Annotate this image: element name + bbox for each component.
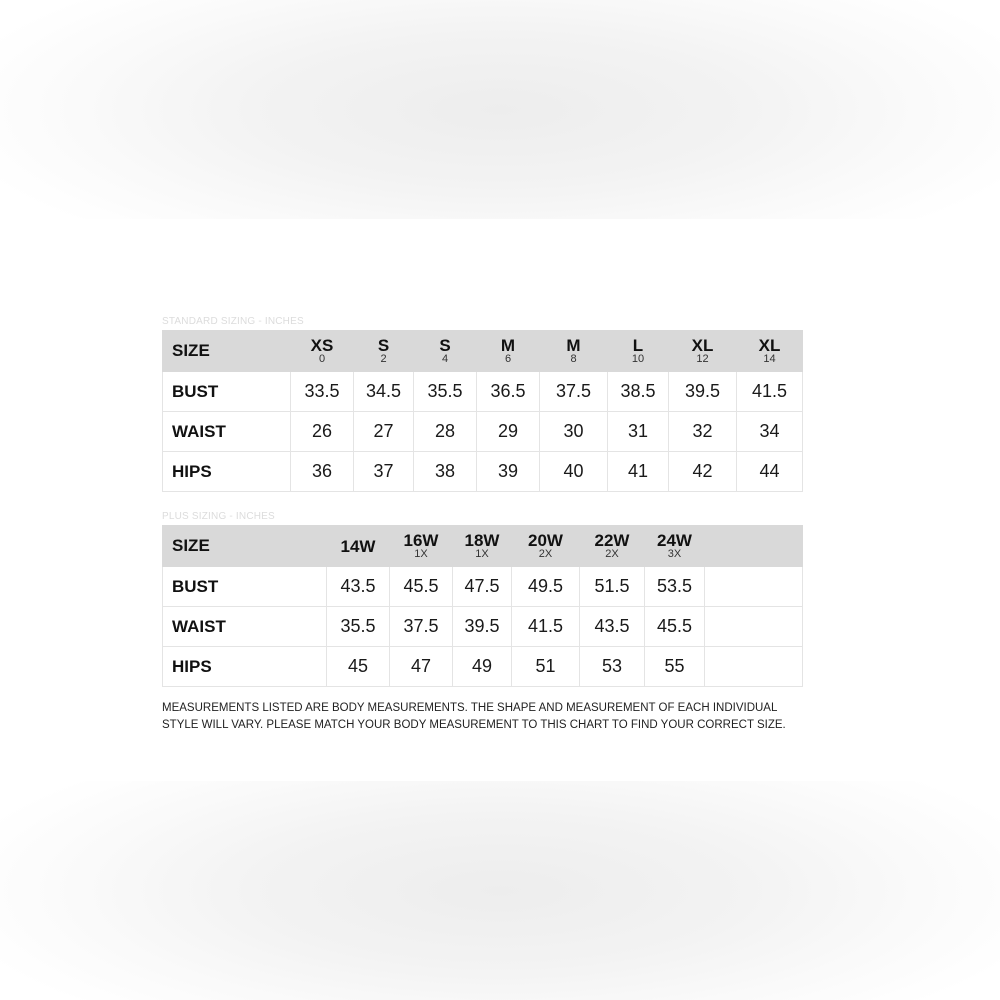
size-code: L: [632, 336, 644, 355]
standard-sizing-caption: STANDARD SIZING - INCHES: [162, 316, 304, 327]
measurement-cell: 35.5: [327, 607, 390, 647]
size-alt: 3X: [667, 548, 682, 560]
size-number: 6: [504, 353, 512, 365]
measurement-cell: 43.5: [580, 607, 645, 647]
measurement-cell: 33.5: [291, 372, 354, 412]
measurement-cell: 51: [512, 647, 580, 687]
measurement-cell: 34.5: [354, 372, 414, 412]
row-label: HIPS: [163, 647, 327, 687]
measurement-cell: 47: [390, 647, 453, 687]
row-label: HIPS: [163, 452, 291, 492]
size-number: 4: [441, 353, 449, 365]
size-alt: 2X: [605, 548, 619, 560]
measurement-cell: 45.5: [645, 607, 705, 647]
size-code: S: [377, 336, 390, 355]
plus-size-col: [512, 526, 580, 567]
plus-size-col: [390, 526, 453, 567]
measurement-cell: 38.5: [608, 372, 669, 412]
standard-size-col: [608, 331, 669, 372]
plus-waist-row: [163, 607, 803, 647]
measurement-cell: 35.5: [414, 372, 477, 412]
standard-size-col: [354, 331, 414, 372]
standard-size-col: [291, 331, 354, 372]
measurement-cell: 29: [477, 412, 540, 452]
background-bottom: [0, 781, 1000, 1000]
row-label: WAIST: [163, 412, 291, 452]
measurement-cell: 36.5: [477, 372, 540, 412]
size-code: XL: [691, 336, 714, 355]
size-code: 16W: [403, 531, 439, 550]
background-top: [0, 0, 1000, 219]
measurement-cell: 30: [540, 412, 608, 452]
measurement-cell: 47.5: [453, 567, 512, 607]
size-number: 0: [318, 353, 326, 365]
plus-size-col: [645, 526, 705, 567]
size-alt: 1X: [475, 548, 489, 560]
measurement-cell: 27: [354, 412, 414, 452]
measurement-cell: 31: [608, 412, 669, 452]
measurement-cell: 37.5: [390, 607, 453, 647]
measurement-cell: 41.5: [737, 372, 803, 412]
empty-cell: [705, 607, 803, 647]
size-number: 8: [570, 353, 577, 365]
measurement-cell: 34: [737, 412, 803, 452]
plus-hips-row: [163, 647, 803, 687]
row-label: BUST: [163, 372, 291, 412]
plus-size-col: [580, 526, 645, 567]
measurement-cell: 32: [669, 412, 737, 452]
empty-cell: [705, 647, 803, 687]
measurement-cell: 39.5: [453, 607, 512, 647]
measurement-cell: 49: [453, 647, 512, 687]
measurement-cell: 45.5: [390, 567, 453, 607]
standard-bust-row: [163, 372, 803, 412]
plus-size-table: [162, 525, 803, 687]
size-alt: 2X: [538, 548, 553, 560]
measurement-cell: 38: [414, 452, 477, 492]
size-number: 2: [380, 353, 387, 365]
size-code: 14W: [340, 536, 376, 556]
empty-cell: [705, 567, 803, 607]
measurement-cell: 42: [669, 452, 737, 492]
standard-size-label: SIZE: [163, 331, 291, 372]
measurement-cell: 53.5: [645, 567, 705, 607]
size-alt: 1X: [414, 548, 428, 560]
size-code: XL: [758, 336, 781, 355]
standard-size-col: [414, 331, 477, 372]
measurement-cell: 51.5: [580, 567, 645, 607]
measurement-cell: 36: [291, 452, 354, 492]
measurement-cell: 45: [327, 647, 390, 687]
measurement-note: MEASUREMENTS LISTED ARE BODY MEASUREMENTS. THE SHAPE AND MEASUREMENT OF EACH INDIVIDUAL STYLE WILL VARY. PLEASE MATCH YOUR BODY MEASUREMENT TO THIS CHART TO FIND YOUR CORRECT SIZE.: [162, 702, 786, 731]
plus-header-row: [163, 526, 803, 567]
measurement-cell: 41: [608, 452, 669, 492]
standard-size-col: [477, 331, 540, 372]
standard-header-row: [163, 331, 803, 372]
size-code: 18W: [464, 531, 500, 550]
measurement-cell: 41.5: [512, 607, 580, 647]
plus-empty-col: [705, 526, 803, 567]
size-code: M: [500, 336, 516, 355]
size-code: M: [566, 336, 581, 355]
size-code: 22W: [594, 531, 630, 550]
size-chart-card: [0, 219, 1000, 781]
size-number: 10: [631, 353, 645, 365]
size-number: 14: [763, 353, 776, 365]
plus-size-label: SIZE: [163, 526, 327, 567]
standard-size-table: [162, 330, 803, 492]
plus-size-col: [453, 526, 512, 567]
size-code: XS: [310, 336, 334, 355]
size-code: 20W: [528, 531, 563, 550]
standard-waist-row: [163, 412, 803, 452]
measurement-cell: 53: [580, 647, 645, 687]
measurement-cell: 39: [477, 452, 540, 492]
measurement-cell: 44: [737, 452, 803, 492]
measurement-cell: 39.5: [669, 372, 737, 412]
measurement-cell: 28: [414, 412, 477, 452]
size-number: 12: [696, 353, 709, 365]
standard-size-col: [669, 331, 737, 372]
plus-size-col: [327, 526, 390, 567]
standard-size-col: [540, 331, 608, 372]
measurement-cell: 40: [540, 452, 608, 492]
row-label: WAIST: [163, 607, 327, 647]
row-label: BUST: [163, 567, 327, 607]
plus-bust-row: [163, 567, 803, 607]
measurement-cell: 49.5: [512, 567, 580, 607]
plus-sizing-caption: PLUS SIZING - INCHES: [162, 511, 275, 522]
measurement-cell: 43.5: [327, 567, 390, 607]
measurement-cell: 26: [291, 412, 354, 452]
measurement-cell: 37.5: [540, 372, 608, 412]
size-code: 24W: [657, 531, 692, 550]
standard-size-col: [737, 331, 803, 372]
measurement-cell: 55: [645, 647, 705, 687]
size-code: S: [439, 336, 451, 355]
measurement-cell: 37: [354, 452, 414, 492]
standard-hips-row: [163, 452, 803, 492]
